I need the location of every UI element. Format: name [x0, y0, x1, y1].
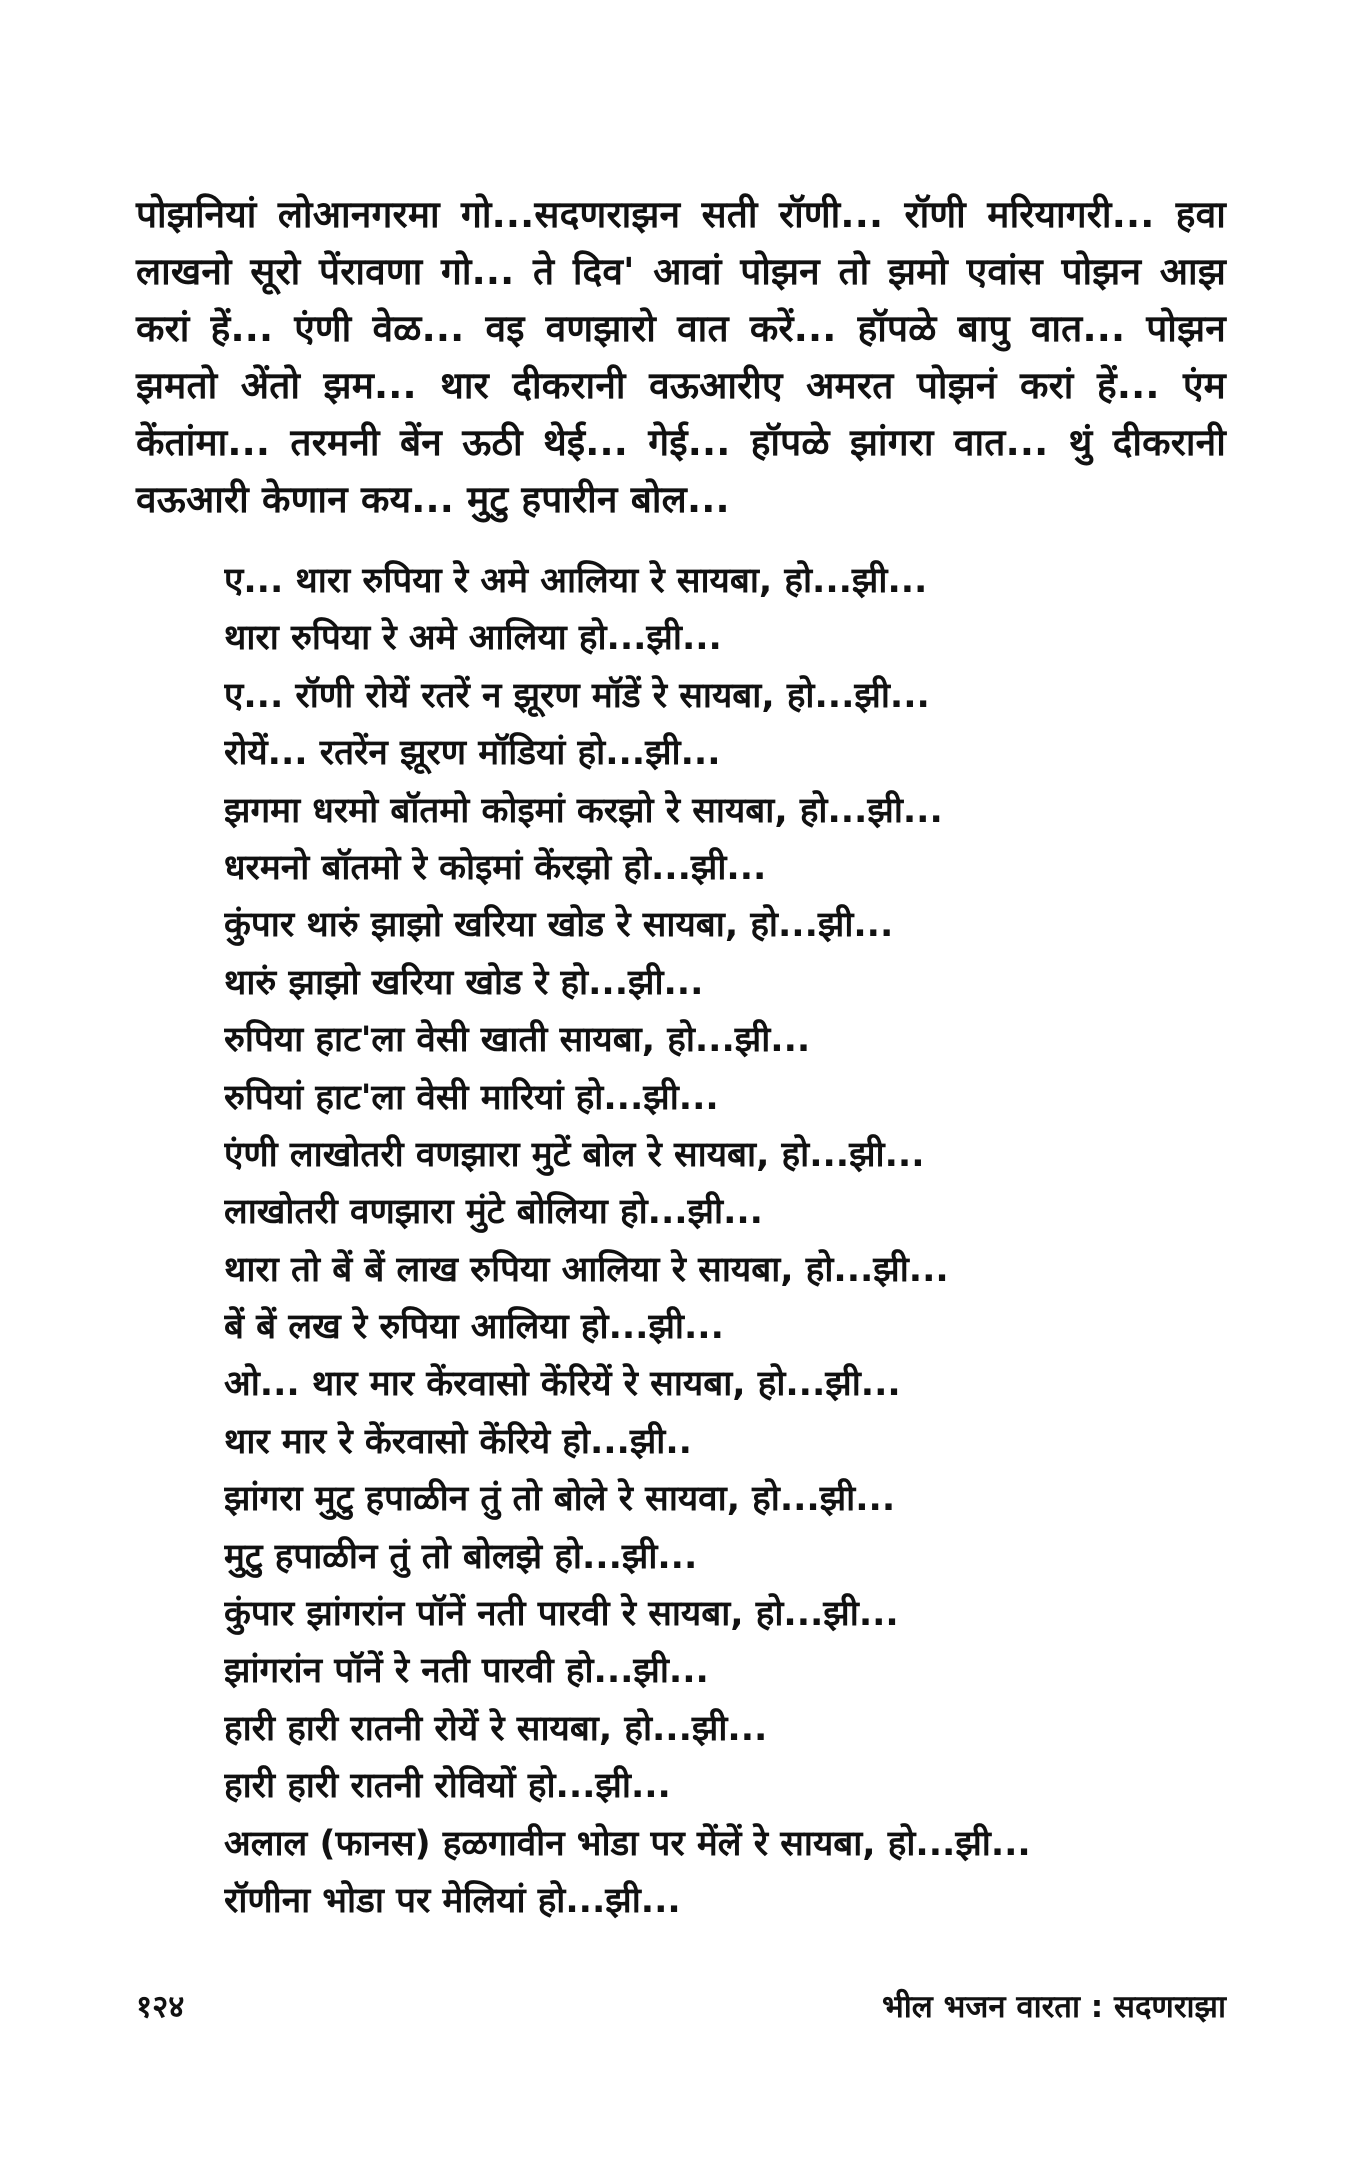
running-title: भील भजन वारता : सदणराझा: [881, 1989, 1226, 2025]
page-number: १२४: [136, 1989, 185, 2025]
page-footer: [136, 1985, 1226, 2029]
verse-line: रुपियां हाट'ला वेसी मारियां हो...झी...: [224, 1077, 719, 1118]
verse-line: झांगरांन पॉनें रे नती पारवी हो...झी...: [224, 1651, 709, 1692]
verse-line: ए... रॉणी रोयें रतरें न झूरण मॉडें रे सायबा, हो...झी...: [224, 675, 930, 716]
verse-line: लाखोतरी वणझारा मुंटे बोलिया हो...झी...: [224, 1192, 763, 1233]
verse-line: धरमनो बॉतमो रे कोइमां केंरझो हो...झी...: [224, 847, 767, 888]
verse-line: थारा तो बें बें लाख रुपिया आलिया रे सायबा, हो...झी...: [224, 1249, 949, 1290]
verse-line: बें बें लख रे रुपिया आलिया हो...झी...: [224, 1307, 724, 1348]
verse-line: थारुं झाझो खरिया खोड रे हो...झी...: [224, 962, 704, 1003]
verse-line: थारा रुपिया रे अमे आलिया हो...झी...: [224, 618, 722, 659]
verse-block: [224, 553, 1224, 1930]
verse-line: रॉणीना भोडा पर मेलियां हो...झी...: [224, 1880, 681, 1921]
verse-line: झांगरा मुटु हपाळीन तुं तो बोले रे सायवा, हो...झी...: [224, 1479, 896, 1520]
verse-line: एंणी लाखोतरी वणझारा मुटें बोल रे सायबा, हो...झी...: [224, 1134, 925, 1175]
verse-line: थार मार रे केंरवासो केंरिये हो...झी..: [224, 1421, 692, 1462]
verse-line: ए... थारा रुपिया रे अमे आलिया रे सायबा, हो...झी...: [224, 561, 928, 601]
verse-line: अलाल (फानस) हळगावीन भोडा पर मेंलें रे सायबा, हो...झी...: [224, 1823, 1031, 1864]
verse-line: ओ... थार मार केंरवासो केंरियें रे सायबा, हो...झी...: [224, 1364, 901, 1405]
verse-line: मुटु हपाळीन तुं तो बोलझे हो...झी...: [224, 1536, 698, 1577]
verse-line: रोयें... रतरेंन झूरण मॉडियां हो...झी...: [224, 733, 721, 774]
prose-paragraph: पोझनियां लोआनगरमा गो...सदणराझन सती रॉणी... रॉणी मरियागरी... हवा लाखनो सूरो पेंरावणा गो... ते दिव' आवां पोझन तो झमो एवांस पोझन आझ करां हें... एंणी वेळ... वइ वणझारो वात करें... हॉपळे बापु वात... पोझन झमतो अेंतो झम... थार दीकरानी वऊआरीए अमरत पोझनं करां हें... एंम केंतांमा... तरमनी बेंन ऊठी थेई... गेई... हॉपळे झांगरा वात... थुं दीकरानी वऊआरी केणान कय... मुटु हपारीन बोल...: [136, 193, 1226, 521]
verse-line: कुंपार थारुं झाझो खरिया खोड रे सायबा, हो...झी...: [224, 905, 894, 946]
verse-line: कुंपार झांगरांन पॉनें नती पारवी रे सायबा, हो...झी...: [224, 1594, 899, 1635]
verse-line: हारी हारी रातनी रोवियों हो...झी...: [224, 1766, 671, 1807]
verse-line: रुपिया हाट'ला वेसी खाती सायबा, हो...झी...: [224, 1020, 811, 1061]
verse-line: हारी हारी रातनी रोयें रे सायबा, हो...झी...: [224, 1708, 768, 1749]
verse-line: झगमा धरमो बॉतमो कोइमां करझो रे सायबा, हो...झी...: [224, 790, 943, 831]
